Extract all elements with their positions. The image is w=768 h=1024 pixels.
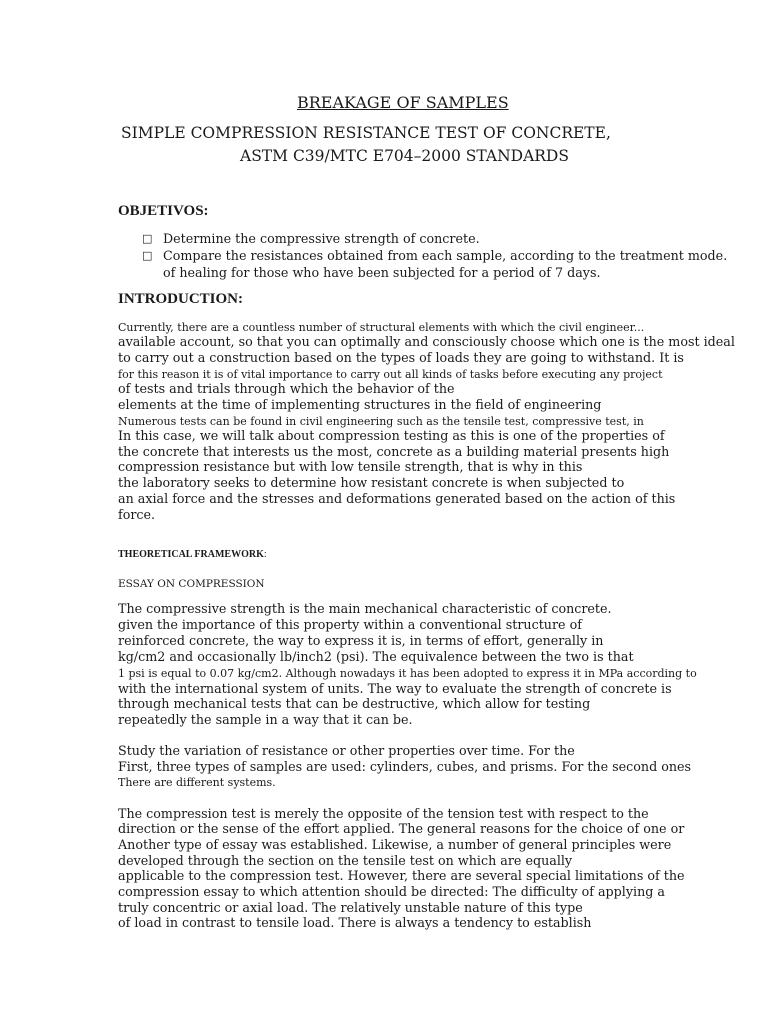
intro-line: for this reason it is of vital importance to carry out all kinds of tasks before executing any project <box>118 368 663 381</box>
paragraph-3-line: compression essay to which attention should be directed: The difficulty of applying a <box>118 884 665 899</box>
paragraph-1-line: repeatedly the sample in a way that it can be. <box>118 712 413 727</box>
framework-heading <box>118 550 267 560</box>
bullet-icon: □ <box>142 249 153 262</box>
intro-line: the laboratory seeks to determine how resistant concrete is when subjected to <box>118 475 625 490</box>
objective-item-continuation: of healing for those who have been subjected for a period of 7 days. <box>163 265 601 280</box>
paragraph-2-line: Study the variation of resistance or other properties over time. For the <box>118 743 575 758</box>
paragraph-1-line: The compressive strength is the main mechanical characteristic of concrete. <box>118 601 612 616</box>
intro-line: force. <box>118 507 156 522</box>
paragraph-1-line: given the importance of this property within a conventional structure of <box>118 617 582 632</box>
paragraph-3-line: direction or the sense of the effort applied. The general reasons for the choice of one or <box>118 821 685 836</box>
intro-line: elements at the time of implementing structures in the field of engineering <box>118 397 602 412</box>
paragraph-2-line: First, three types of samples are used: cylinders, cubes, and prisms. For the second ones <box>118 759 692 774</box>
intro-line: an axial force and the stresses and deformations generated based on the action of this <box>118 491 676 506</box>
paragraph-1-line: with the international system of units. The way to evaluate the strength of concrete is <box>118 681 672 696</box>
document-subtitle-line-1: SIMPLE COMPRESSION RESISTANCE TEST OF CONCRETE, <box>121 124 611 142</box>
framework-heading-text: THEORETICAL FRAMEWORK <box>118 549 264 560</box>
paragraph-3-line: truly concentric or axial load. The relatively unstable nature of this type <box>118 900 583 915</box>
bullet-icon: □ <box>142 232 153 245</box>
document-subtitle-line-2: ASTM C39/MTC E704–2000 STANDARDS <box>240 147 569 165</box>
objective-item: Determine the compressive strength of concrete. <box>163 231 480 246</box>
paragraph-2-line: There are different systems. <box>118 776 276 789</box>
framework-heading-colon: : <box>263 549 267 560</box>
intro-line: Currently, there are a countless number of structural elements with which the civil engineer... <box>118 321 645 334</box>
intro-line: to carry out a construction based on the types of loads they are going to withstand. It is <box>118 350 684 365</box>
objective-item: Compare the resistances obtained from each sample, according to the treatment mode. <box>163 248 728 263</box>
paragraph-3-line: Another type of essay was established. Likewise, a number of general principles were <box>118 837 672 852</box>
paragraph-1-line: 1 psi is equal to 0.07 kg/cm2. Although nowadays it has been adopted to express it in MPa according to <box>118 667 697 680</box>
intro-line: of tests and trials through which the behavior of the <box>118 381 455 396</box>
intro-line: compression resistance but with low tensile strength, that is why in this <box>118 459 583 474</box>
paragraph-3-line: of load in contrast to tensile load. There is always a tendency to establish <box>118 915 592 930</box>
intro-line: the concrete that interests us the most, concrete as a building material presents high <box>118 444 670 459</box>
paragraph-1-line: kg/cm2 and occasionally lb/inch2 (psi). The equivalence between the two is that <box>118 649 634 664</box>
intro-line: Numerous tests can be found in civil engineering such as the tensile test, compressive test, in <box>118 415 644 428</box>
paragraph-3-line: applicable to the compression test. However, there are several special limitations of the <box>118 868 685 883</box>
intro-line: available account, so that you can optimally and consciously choose which one is the most ideal <box>118 334 735 349</box>
document-title: BREAKAGE OF SAMPLES <box>297 93 509 112</box>
paragraph-1-line: through mechanical tests that can be destructive, which allow for testing <box>118 696 591 711</box>
introduction-heading: INTRODUCTION: <box>118 291 244 307</box>
essay-subheading: ESSAY ON COMPRESSION <box>118 578 265 590</box>
objectives-heading: OBJETIVOS: <box>118 203 209 219</box>
paragraph-3-line: developed through the section on the tensile test on which are equally <box>118 853 573 868</box>
paragraph-3-line: The compression test is merely the opposite of the tension test with respect to the <box>118 806 649 821</box>
paragraph-1-line: reinforced concrete, the way to express it is, in terms of effort, generally in <box>118 633 604 648</box>
intro-line: In this case, we will talk about compression testing as this is one of the properties of <box>118 428 665 443</box>
